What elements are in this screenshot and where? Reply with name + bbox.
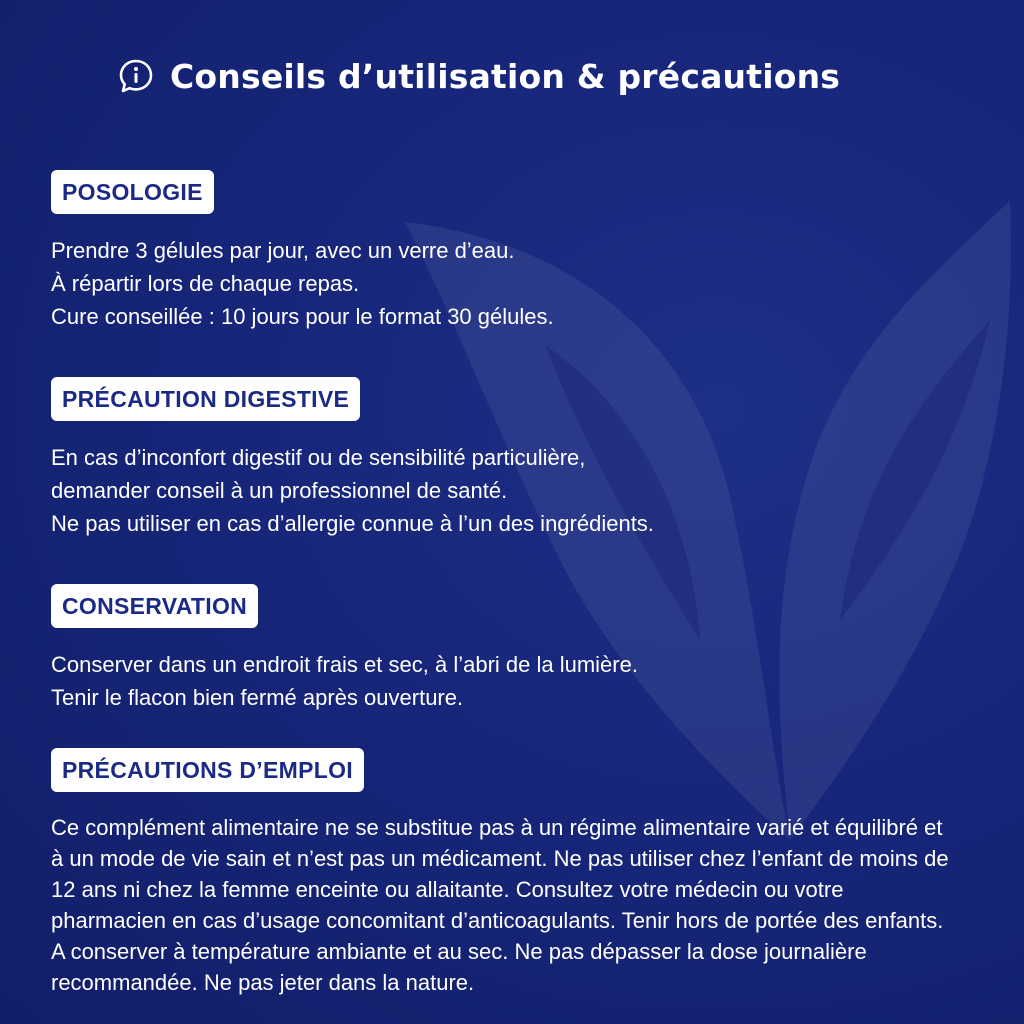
section-label-precautions-emploi: PRÉCAUTIONS D’EMPLOI — [51, 748, 364, 792]
section-conservation — [51, 584, 991, 714]
section-label-precaution-digestive: PRÉCAUTION DIGESTIVE — [51, 377, 360, 421]
section-text-conservation — [51, 648, 991, 714]
section-label-conservation: CONSERVATION — [51, 584, 258, 628]
text-line: En cas d’inconfort digestif ou de sensibilité particulière, — [51, 445, 586, 470]
text-line: Prendre 3 gélules par jour, avec un verre d’eau. — [51, 238, 515, 263]
page-title: Conseils d’utilisation & précautions — [170, 56, 841, 96]
page-header — [118, 52, 840, 100]
section-precautions-emploi — [51, 748, 991, 998]
section-label-posologie: POSOLOGIE — [51, 170, 214, 214]
text-line: À répartir lors de chaque repas. — [51, 271, 360, 296]
text-line: Conserver dans un endroit frais et sec, à l’abri de la lumière. — [51, 652, 638, 677]
section-precaution-digestive — [51, 377, 991, 540]
info-chat-icon — [118, 58, 154, 94]
text-line: Tenir le flacon bien fermé après ouverture. — [51, 685, 464, 710]
section-text-posologie — [51, 234, 991, 333]
section-text-precautions-emploi: Ce complément alimentaire ne se substitue pas à un régime alimentaire varié et équilibré et à un mode de vie sain et n’est pas un médicament. Ne pas utiliser chez l’enfant de moins de 12 ans ni chez la femme enceinte ou allaitante. Consultez votre médecin ou votre pharmacien en cas d’usage concomitant d’anticoagulants. Tenir hors de portée des enfants. A conserver à température ambiante et au sec. Ne pas dépasser la dose journalière recommandée. Ne pas jeter dans la nature. — [51, 815, 949, 995]
text-line: Cure conseillée : 10 jours pour le format 30 gélules. — [51, 304, 554, 329]
section-posologie — [51, 170, 991, 333]
text-line: demander conseil à un professionnel de santé. — [51, 478, 508, 503]
section-text-precaution-digestive — [51, 441, 991, 540]
text-line: Ne pas utiliser en cas d’allergie connue à l’un des ingrédients. — [51, 511, 654, 536]
